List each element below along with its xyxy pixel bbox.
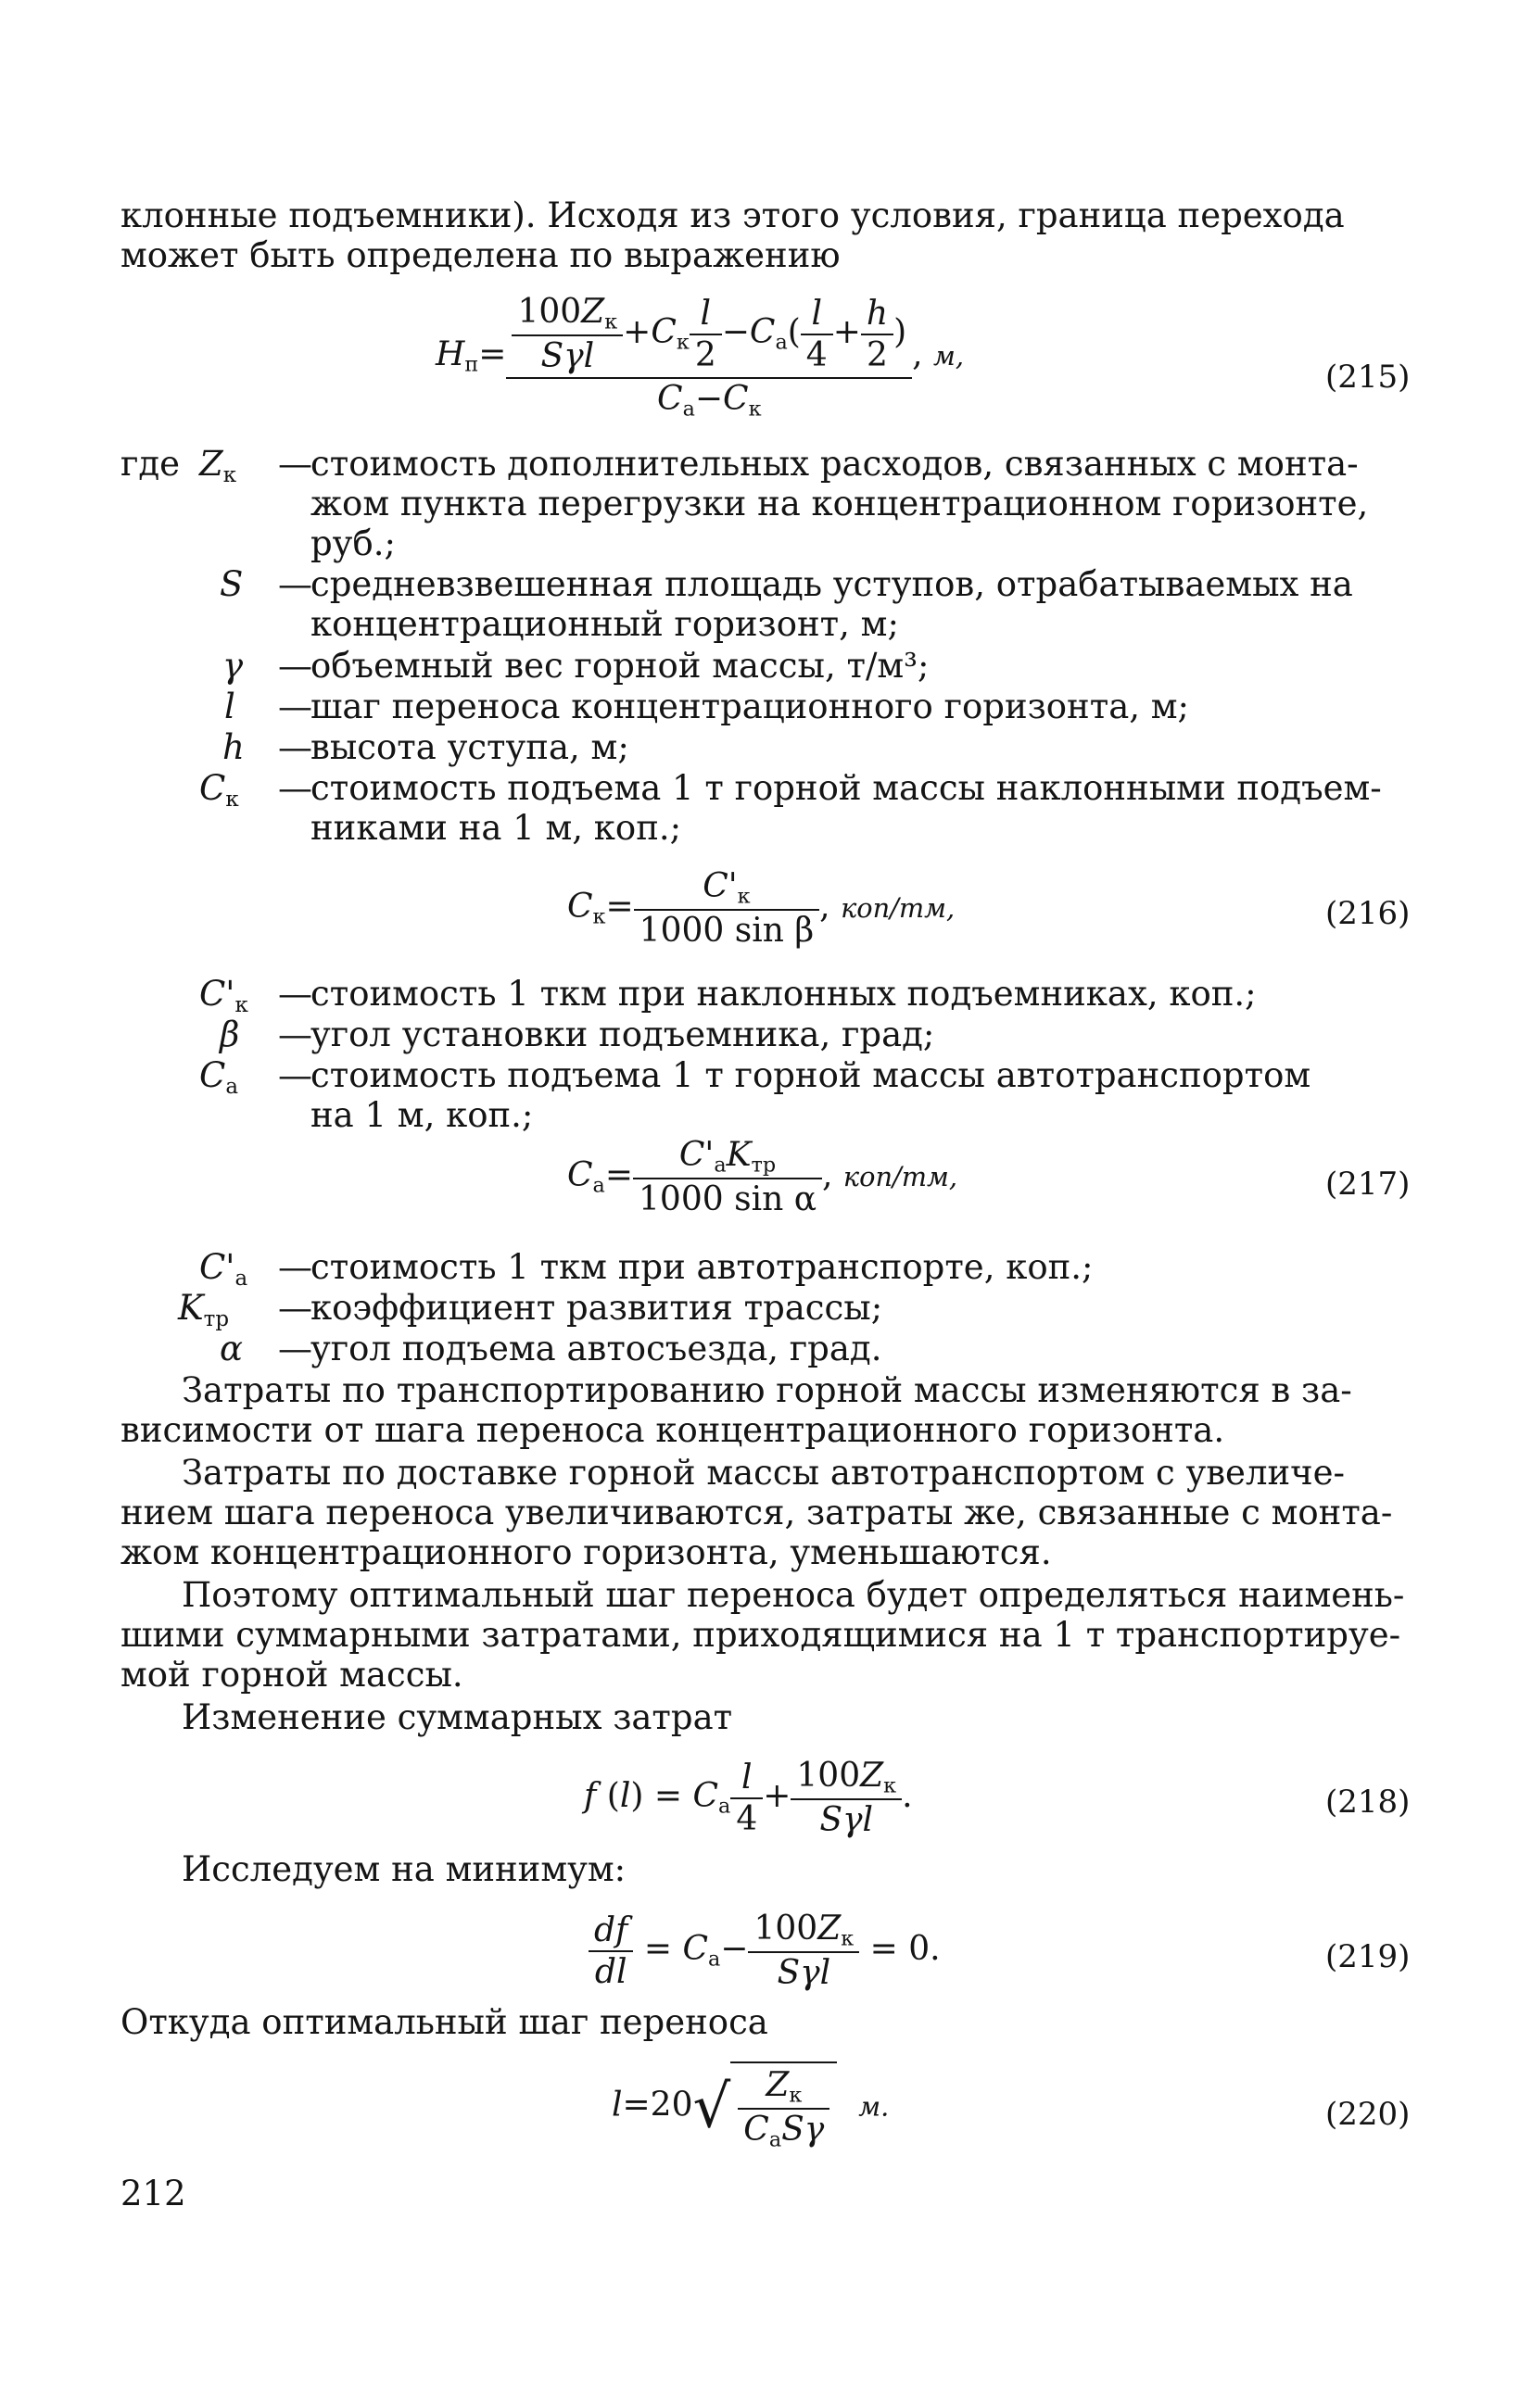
text-line: Исследуем на минимум: <box>182 1849 627 1889</box>
text-line: Затраты по доставке горной массы автотранспортом с увеличе- <box>182 1453 1345 1493</box>
legend-symbol: γ <box>222 646 244 686</box>
legend-desc: шаг переноса концентрационного горизонта, м; <box>310 687 1190 726</box>
text-line: клонные подъемники). Исходя из этого условия, граница перехода <box>120 195 1345 235</box>
equation-number: (218) <box>1325 1784 1411 1821</box>
legend-desc: концентрационный горизонт, м; <box>310 604 899 644</box>
unit: м. <box>858 2090 890 2123</box>
equation-217: $C_а=$ $\frac{C'_аK_{тр}}{\text{1000 sin α}}$ , коп/тм, <box>567 1136 958 1219</box>
text-line: мой горной массы. <box>120 1655 463 1695</box>
equation-220: l=20√ $\frac{Z_к}{C_аS\gamma}$ м. <box>612 2061 889 2153</box>
legend-symbol: $C_к$ <box>199 768 239 812</box>
equation-219: $\frac{df}{dl}$ = $C_а-$ $\frac{100Z_к}{\text{Sγl}}$ = 0. <box>589 1909 941 1994</box>
unit: м, <box>933 340 965 372</box>
legend-desc: угол подъема автосъезда, град. <box>310 1329 882 1368</box>
book-page: клонные подъемники). Исходя из этого условия, граница перехода может быть определена по выражению $H_п=$ $\frac{100Z_к}{\text{Sγl}}$ $+C_к$ $\frac{l}{2}$ $-C_а$( $\frac{l}{4}$ + $\frac{h}{2}$ ) $C_а-C_к$ , м, (215) где $Z_к$ — стоимость дополнительных расходов, связанных с монта- жом пункта перегрузки на концентрационном горизонте, руб.; S — средневзвешенная площадь уступов, отрабатываемых на концентрационный горизонт, м; γ — объемный вес горной массы, т/м³; l — шаг переноса концентрационного горизонта, м; h — высота уступа, м; $C_к$ — стоимость подъема 1 т горной массы наклонными подъем- никами на 1 м, коп.; $C_к=$ $\frac{C'_к}{\text{1000 sin β}}$ , коп/тм, (216) $C'_к$ — стоимость 1 ткм при наклонных подъемниках, коп.; β — угол установки подъемника, град; $C_а$ — стоимость подъема 1 т горной массы автотранспортом на 1 м, коп.; $C_а=$ $\frac{C'_аK_{тр}}{\text{1000 sin α}}$ , коп/тм, (217) $C'_а$ — стоимость 1 ткм при автотранспорте, коп.; $K_{тр}$ — коэффициент развития трассы; α — угол подъема автосъезда, град. Затраты по транспортированию горной массы изменяются в за- висимости от шага переноса концентрационного горизонта. Затраты по доставке горной массы автотранспортом с увеличе- нием шага переноса увеличиваются, затраты же, связанные с монта- жом концентрационного горизонта, уменьшаются. Поэтому оптимальный шаг переноса будет определяться наимень- шими суммарными затратами, приходящимися на 1 т транспортируе- мой горной массы. Изменение суммарных затрат f $(l) = C_а$ $\frac{l}{4}$ + $\frac{100Z_к}{\text{Sγl}}$ . (218) Исследуем на минимум: $\frac{df}{dl}$ = $C_а-$ $\frac{100Z_к}{\text{Sγl}}$ = 0. (219) Откуда оптимальный шаг переноса l=20√ $\frac{Z_к}{C_аS\gamma}$ м. (220) 212 <box>120 195 1411 2213</box>
text-line: Поэтому оптимальный шаг переноса будет определяться наимень- <box>182 1575 1405 1615</box>
text-line: нием шага переноса увеличиваются, затраты же, связанные с монта- <box>120 1493 1393 1532</box>
text-line: Откуда оптимальный шаг переноса <box>120 2002 768 2042</box>
legend-symbol: α <box>220 1329 243 1368</box>
legend-desc: стоимость дополнительных расходов, связанных с монта- <box>310 444 1359 484</box>
legend-desc: жом пункта перегрузки на концентрационном горизонте, <box>310 484 1369 523</box>
legend-desc: никами на 1 м, коп.; <box>310 808 682 848</box>
equation-number: (219) <box>1325 1938 1411 1975</box>
text-line: жом концентрационного горизонта, уменьшаются. <box>120 1532 1052 1572</box>
legend-where: где <box>120 444 181 484</box>
legend-symbol: l <box>224 687 235 726</box>
legend-desc: объемный вес горной массы, т/м³; <box>310 646 930 686</box>
legend-desc: руб.; <box>310 523 396 563</box>
legend-desc: стоимость подъема 1 т горной массы автотранспортом <box>310 1055 1311 1095</box>
text-line: висимости от шага переноса концентрационного горизонта. <box>120 1410 1225 1450</box>
legend-desc: стоимость 1 ткм при наклонных подъемниках, коп.; <box>310 974 1257 1014</box>
equation-number: (215) <box>1325 359 1411 396</box>
equation-218: f $(l) = C_а$ $\frac{l}{4}$ + $\frac{100Z_к}{\text{Sγl}}$ . <box>584 1757 913 1840</box>
legend-desc: стоимость подъема 1 т горной массы наклонными подъем- <box>310 768 1382 808</box>
legend-symbol: β <box>220 1015 240 1054</box>
unit: коп/тм, <box>842 1160 958 1192</box>
equation-number: (220) <box>1325 2096 1411 2133</box>
legend-desc: высота уступа, м; <box>310 727 629 767</box>
equation-number: (216) <box>1325 895 1411 932</box>
text-line: может быть определена по выражению <box>120 235 841 275</box>
legend-symbol: $Z_к$ <box>199 444 237 487</box>
page-number: 212 <box>120 2174 186 2213</box>
legend-symbol: $K_{тр}$ <box>178 1288 230 1331</box>
text-line: Изменение суммарных затрат <box>182 1697 733 1737</box>
legend-desc: средневзвешенная площадь уступов, отрабатываемых на <box>310 564 1353 604</box>
equation-216: $C_к=$ $\frac{C'_к}{\text{1000 sin β}}$ , коп/тм, <box>567 867 956 951</box>
equation-number: (217) <box>1325 1166 1411 1203</box>
unit: коп/тм, <box>841 891 956 924</box>
legend-symbol: $C'_к$ <box>199 974 248 1017</box>
legend-desc: угол установки подъемника, град; <box>310 1015 935 1054</box>
text-line: шими суммарными затратами, приходящимися на 1 т транспортируе- <box>120 1615 1401 1655</box>
legend-symbol: S <box>220 564 244 604</box>
legend-desc: коэффициент развития трассы; <box>310 1288 883 1328</box>
equation-215: $H_п=$ $\frac{100Z_к}{\text{Sγl}}$ $+C_к$ $\frac{l}{2}$ $-C_а$( $\frac{l}{4}$ + $\frac{h}{2}$ ) $C_а-C_к$ , м, <box>436 293 965 422</box>
legend-symbol: h <box>222 727 245 767</box>
legend-desc: стоимость 1 ткм при автотранспорте, коп.; <box>310 1247 1094 1287</box>
legend-desc: на 1 м, коп.; <box>310 1095 534 1135</box>
legend-symbol: $C_а$ <box>199 1055 238 1099</box>
text-line: Затраты по транспортированию горной массы изменяются в за- <box>182 1370 1352 1410</box>
legend-symbol: $C'_а$ <box>199 1247 248 1291</box>
